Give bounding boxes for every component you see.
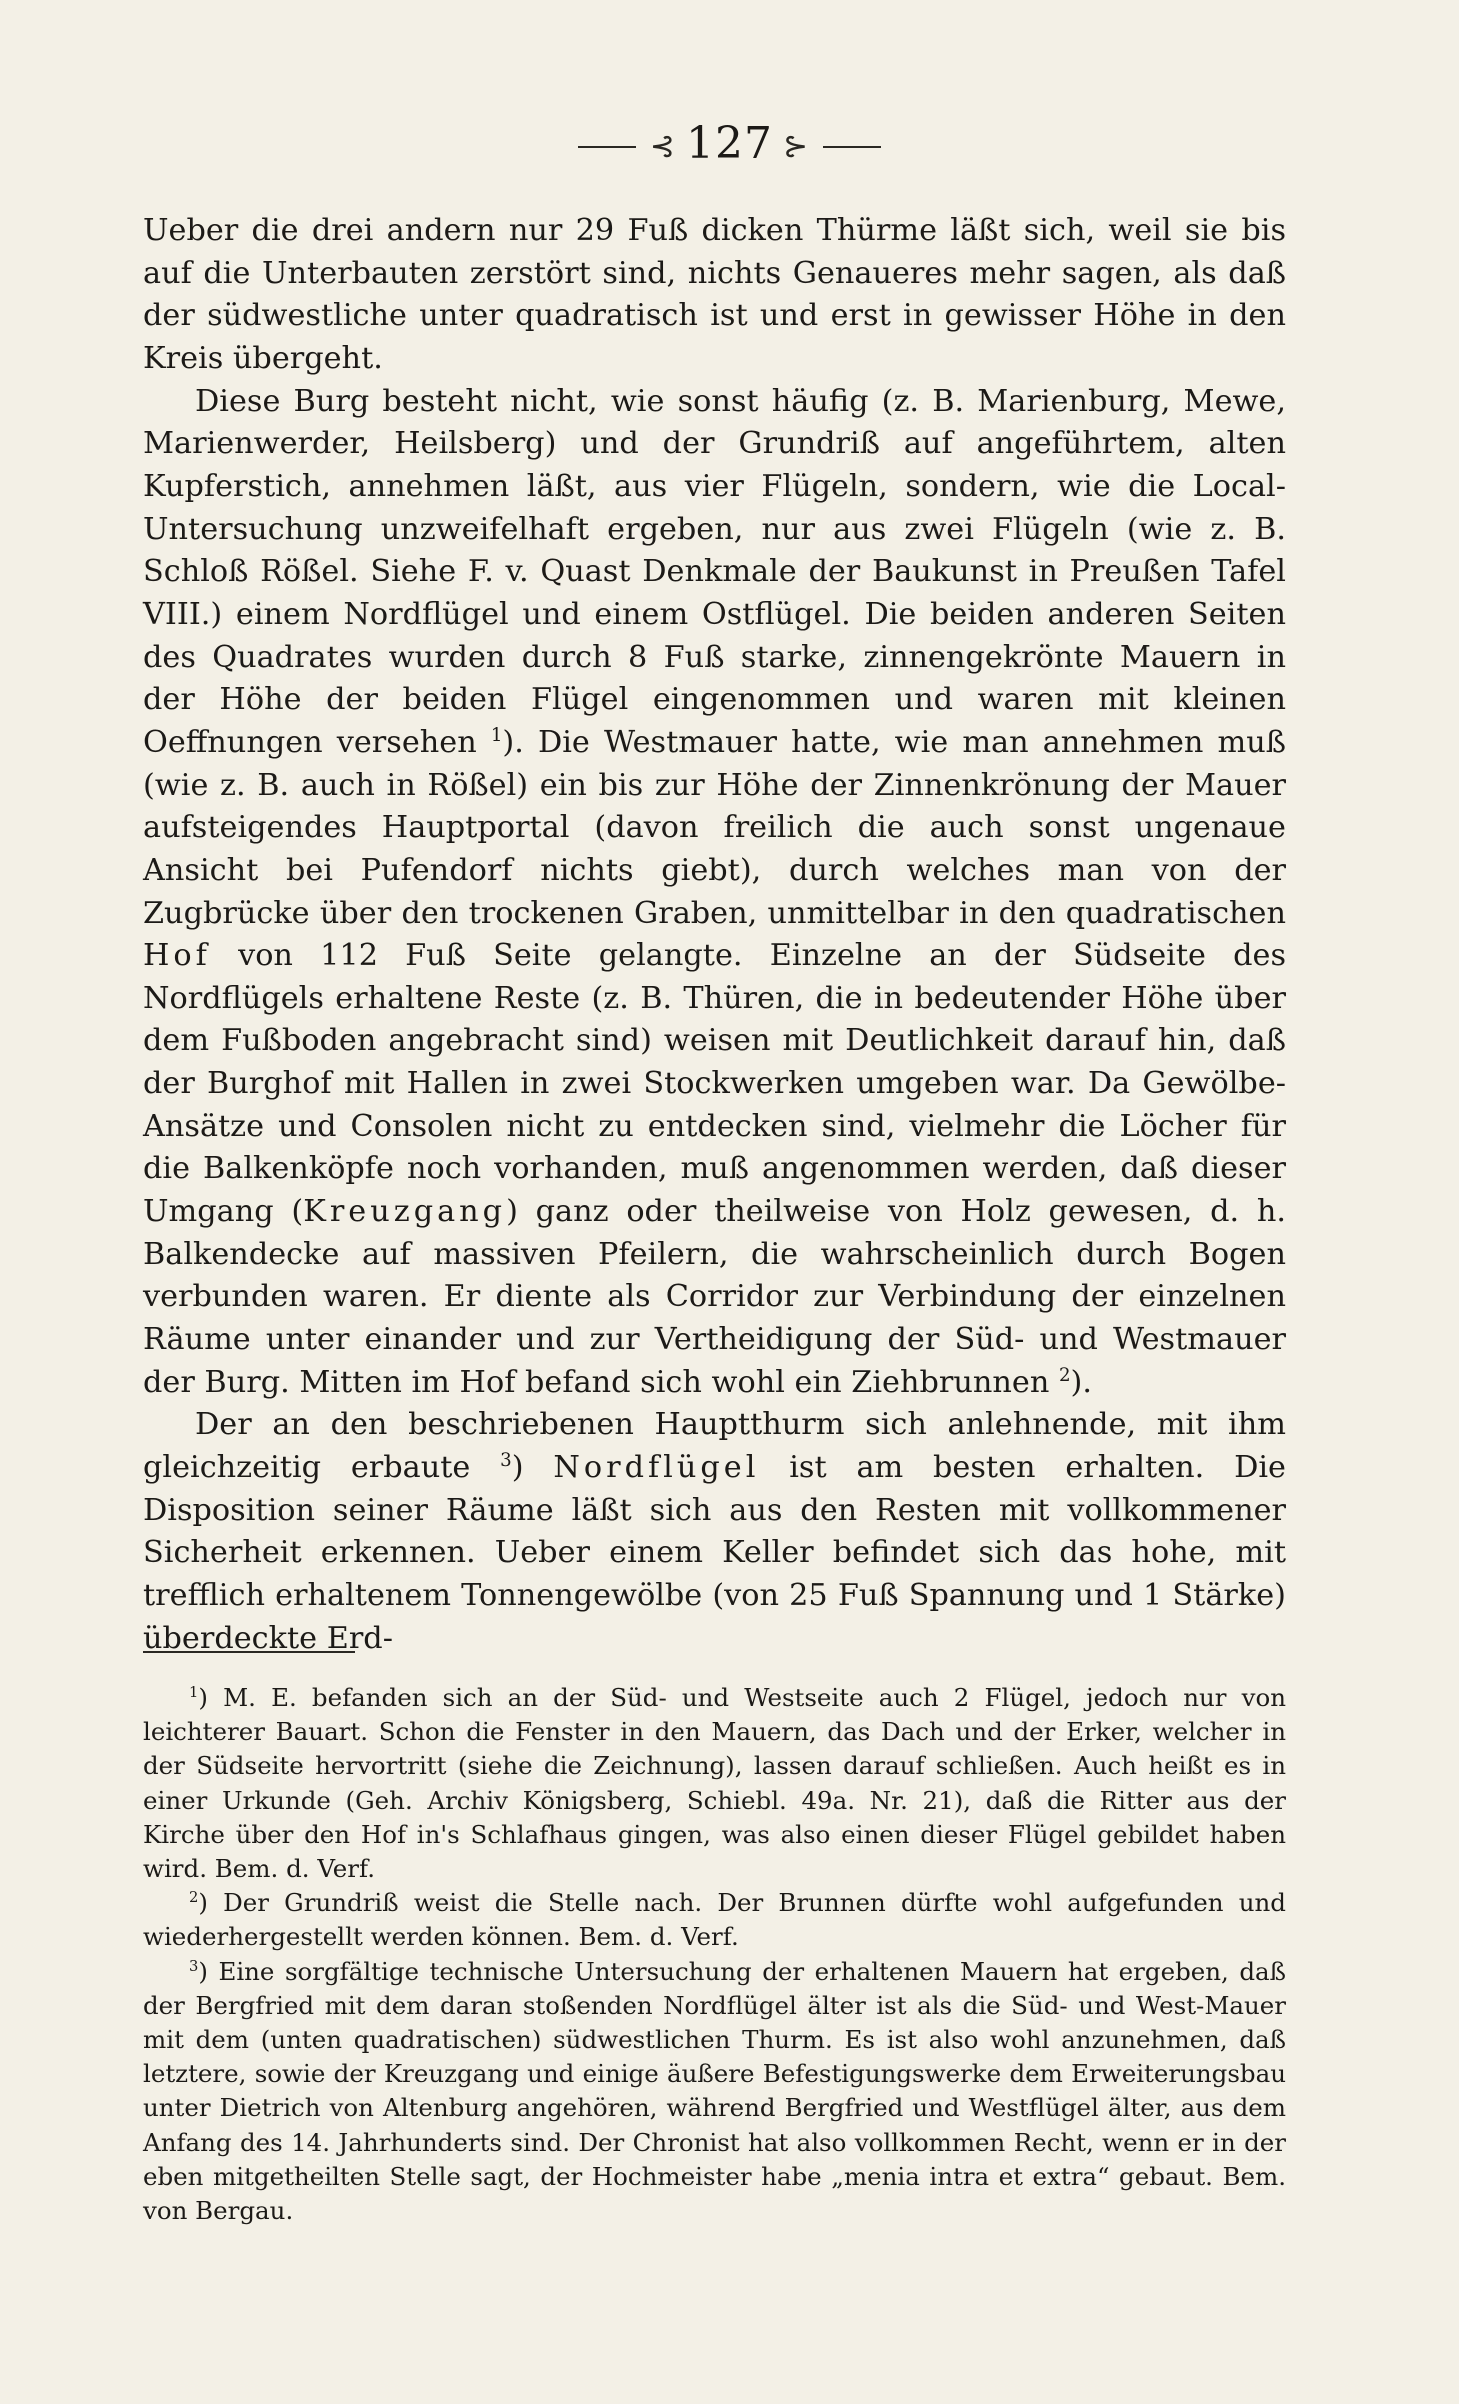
ornament-left-icon: ⊰ (649, 129, 676, 164)
footnote-separator (143, 1651, 355, 1653)
footnote-3: $^3$) Eine sorgfältige technische Untersuchung der erhaltenen Mauern hat ergeben, daß der Bergfried mit dem daran stoßenden Nordflügel älter ist als die Süd- und West-Mauer mit dem (unten quadratischen) südwestlichen Thurm. Es ist also wohl anzunehmen, daß letztere, sowie der Kreuzgang und einige äußere Befestigungswerke dem Erweiterungsbau unter Dietrich von Altenburg angehören, während Bergfried und Westflügel älter, aus dem Anfang des 14. Jahrhunderts sind. Der Chronist hat also vollkommen Recht, wenn er in der eben mitgetheilten Stelle sagt, der Hochmeister habe „menia intra et extra“ gebaut. Bem. von Bergau. (143, 1956, 1286, 2226)
header-rule-right (823, 146, 881, 148)
paragraph-3 (143, 1404, 1286, 1660)
spaced-word-kreuzgang: Kreuzgang (303, 1194, 507, 1230)
footnotes (143, 1681, 1286, 2228)
footnote-ref-1: 1 (490, 724, 503, 746)
page-number: 127 (686, 118, 773, 169)
footnote-marker-3: 3 (189, 1957, 199, 1975)
paragraph-3-part-2: ) (511, 1450, 524, 1486)
footnote-marker-2: 2 (189, 1889, 199, 1907)
spaced-word-hof: Hof (143, 938, 211, 974)
footnote-2: $^2$) Der Grundriß weist die Stelle nach. Der Brunnen dürfte wohl aufgefunden und wiederhergestellt werden können. Bem. d. Verf. (143, 1888, 1286, 1952)
paragraph-2 (143, 381, 1286, 1405)
footnote-1-text: M. E. befanden sich an der Süd- und Westseite auch 2 Flügel, jedoch nur von leichterer Bauart. Schon die Fenster in den Mauern, das Dach und der Erker, welcher in der Südseite hervortritt (siehe die Zeichnung), lassen darauf schließen. Auch heißt es in einer Urkunde (Geh. Archiv Königsberg, Schiebl. 49a. Nr. 21), daß die Ritter aus der Kirche über den Hof in's Schlafhaus gingen, was also einen dieser Flügel gebildet haben wird. Bem. d. Verf. (143, 1683, 1286, 1884)
ornament-right-icon: ⊱ (782, 129, 810, 164)
page-header (0, 118, 1459, 169)
footnote-3-text: Eine sorgfältige technische Untersuchung der erhaltenen Mauern hat ergeben, daß der Bergfried mit dem daran stoßenden Nordflügel älter ist als die Süd- und West-Mauer mit dem (unten quadratischen) südwestlichen Thurm. Es ist also wohl anzunehmen, daß letztere, sowie der Kreuzgang und einige äußere Befestigungswerke dem Erweiterungsbau unter Dietrich von Altenburg angehören, während Bergfried und Westflügel älter, aus dem Anfang des 14. Jahrhunderts sind. Der Chronist hat also vollkommen Recht, wenn er in der eben mitgetheilten Stelle sagt, der Hochmeister habe „menia intra et extra“ gebaut. Bem. von Bergau. (143, 1956, 1286, 2226)
paragraph-2-part-3: von 112 Fuß Seite gelangte. Einzelne an der Südseite des Nordflügels erhaltene Reste (z. B. Thüren, die in bedeutender Höhe über dem Fußboden angebracht sind) weisen mit Deutlichkeit darauf hin, daß der Burghof mit Hallen in zwei Stockwerken umgeben war. Da Gewölbe-Ansätze und Consolen nicht zu entdecken sind, vielmehr die Löcher für die Balkenköpfe noch vorhanden, muß angenommen werden, daß dieser Umgang ( (143, 938, 1286, 1230)
spaced-word-nordfluegel: Nordflügel (553, 1450, 760, 1486)
main-text (143, 210, 1286, 1660)
footnote-1: $^1$) M. E. befanden sich an der Süd- und Westseite auch 2 Flügel, jedoch nur von leichterer Bauart. Schon die Fenster in den Mauern, das Dach und der Erker, welcher in der Südseite hervortritt (siehe die Zeichnung), lassen darauf schließen. Auch heißt es in einer Urkunde (Geh. Archiv Königsberg, Schiebl. 49a. Nr. 21), daß die Ritter aus der Kirche über den Hof in's Schlafhaus gingen, was also einen dieser Flügel gebildet haben wird. Bem. d. Verf. (143, 1683, 1286, 1884)
paragraph-2-part-2: ). Die Westmauer hatte, wie man annehmen muß (wie z. B. auch in Rößel) ein bis zur Höhe der Zinnenkrönung der Mauer aufsteigendes Hauptportal (davon freilich die auch sonst ungenaue Ansicht bei Pufendorf nichts giebt), durch welches man von der Zugbrücke über den trockenen Graben, unmittelbar in den quadratischen (143, 724, 1286, 931)
header-rule-left (578, 146, 636, 148)
paragraph-1: Ueber die drei andern nur 29 Fuß dicken Thürme läßt sich, weil sie bis auf die Unterbauten zerstört sind, nichts Genaueres mehr sagen, als daß der südwestliche unter quadratisch ist und erst in gewisser Höhe in den Kreis übergeht. (143, 213, 1286, 376)
footnote-ref-3: 3 (500, 1449, 512, 1471)
paragraph-3-part-1: Der an den beschriebenen Hauptthurm sich anlehnende, mit ihm gleichzeitig erbaute (143, 1407, 1286, 1486)
paragraph-2-part-4: ) ganz oder theilweise von Holz gewesen, d. h. Balkendecke auf massiven Pfeilern, die wahrscheinlich durch Bogen verbunden waren. Er diente als Corridor zur Verbindung der einzelnen Räume unter einander und zur Vertheidigung der Süd- und Westmauer der Burg. Mitten im Hof befand sich wohl ein Ziehbrunnen (143, 1194, 1286, 1400)
footnote-2-text: Der Grundriß weist die Stelle nach. Der Brunnen dürfte wohl aufgefunden und wiederhergestellt werden können. Bem. d. Verf. (143, 1888, 1286, 1952)
footnote-ref-2: 2 (1058, 1364, 1071, 1386)
footnote-marker-1: 1 (189, 1683, 199, 1701)
paragraph-2-part-1: Diese Burg besteht nicht, wie sonst häufig (z. B. Marienburg, Mewe, Marienwerder, Heilsberg) und der Grundriß auf angeführtem, alten Kupferstich, annehmen läßt, aus vier Flügeln, sondern, wie die Local-Untersuchung unzweifelhaft ergeben, nur aus zwei Flügeln (wie z. B. Schloß Rößel. Siehe F. v. Quast Denkmale der Baukunst in Preußen Tafel VIII.) einem Nordflügel und einem Ostflügel. Die beiden anderen Seiten des Quadrates wurden durch 8 Fuß starke, zinnengekrönte Mauern in der Höhe der beiden Flügel eingenommen und waren mit kleinen Oeffnungen versehen (143, 383, 1286, 760)
paragraph-3-part-3: ist am besten erhalten. Die Disposition seiner Räume läßt sich aus den Resten mit vollkommener Sicherheit erkennen. Ueber einem Keller befindet sich das hohe, mit trefflich erhaltenem Tonnengewölbe (von 25 Fuß Spannung und 1 Stärke) überdeckte Erd- (143, 1450, 1286, 1656)
paragraph-2-part-5: ). (1070, 1364, 1092, 1400)
